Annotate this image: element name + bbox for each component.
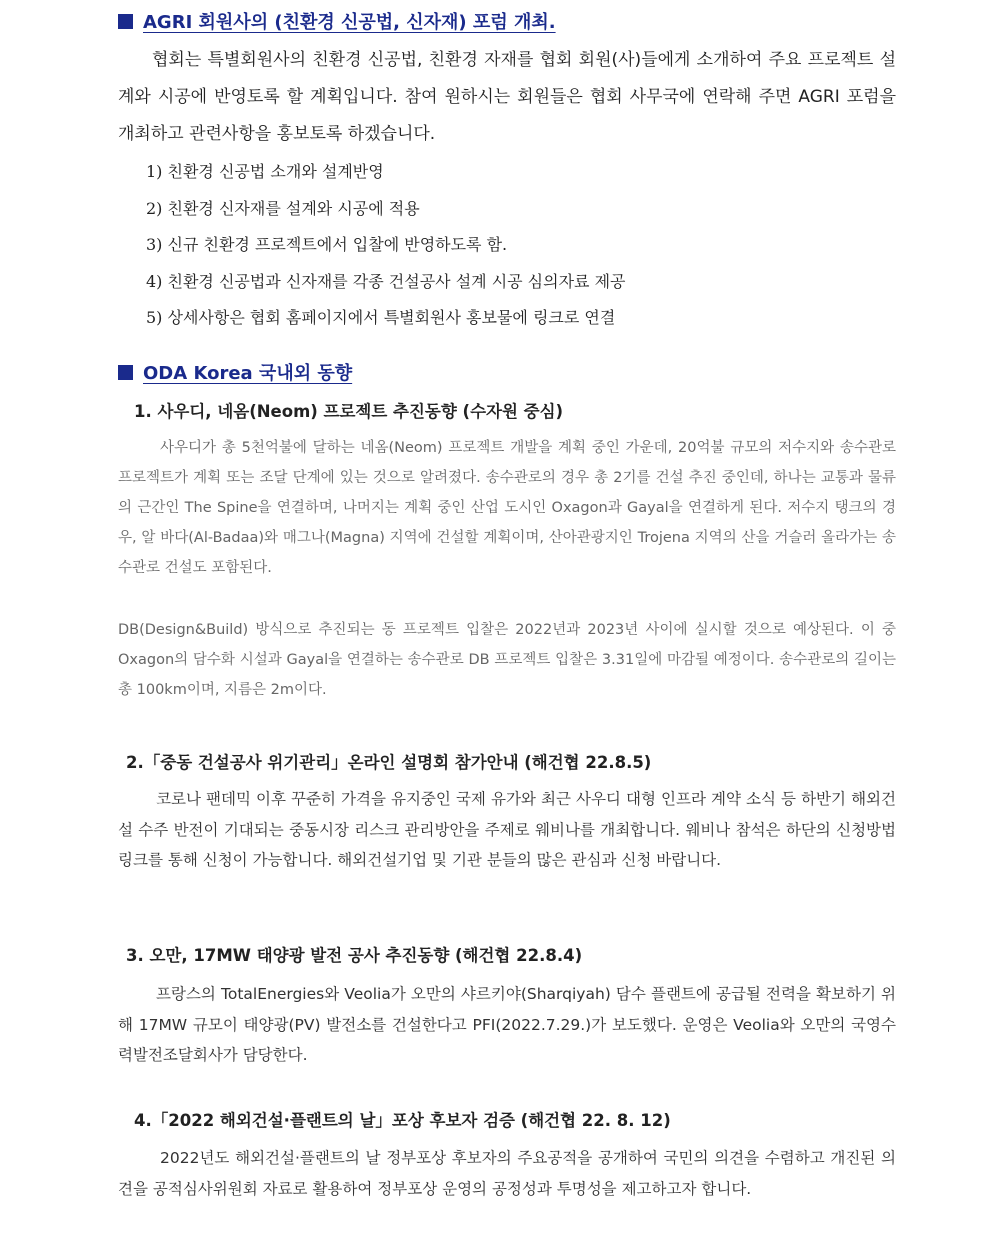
news-1-paragraph-1 [118, 433, 896, 583]
news-2-paragraph [118, 784, 896, 876]
news-2-title: 2.「중동 건설공사 위기관리」온라인 설명회 참가안내 (해건협 22.8.5) [126, 753, 652, 772]
news-2-paragraph-text: 코로나 팬데믹 이후 꾸준히 가격을 유지중인 국제 유가와 최근 사우디 대형 인프라 계약 소식 등 하반기 해외건설 수주 반전이 기대되는 중동시장 리스크 관리방안을 주제로 웨비나를 개최합니다. 웨비나 참석은 하단의 신청방법 링크를 통해 신청이 가능합니다. 해외건설기업 및 기관 분들의 많은 관심과 신청 바랍니다. [118, 790, 896, 869]
list-item: 1) 친환경 신공법 소개와 설계반영 [146, 162, 384, 181]
news-3-title: 3. 오만, 17MW 태양광 발전 공사 추진동향 (해건협 22.8.4) [126, 946, 583, 965]
news-3-paragraph [118, 979, 896, 1071]
square-bullet-icon [118, 14, 133, 29]
news-1-paragraph-1-text: 사우디가 총 5천억불에 달하는 네옴(Neom) 프로젝트 개발을 계획 중인 가운데, 20억불 규모의 저수지와 송수관로 프로젝트가 계획 또는 조달 단계에 있는 것으로 알려졌다. 송수관로의 경우 총 2기를 건설 추진 중인데, 하나는 교통과 물류의 근간인 The Spine을 연결하며, 나머지는 계획 중인 산업 도시인 Oxagon과 Gayal을 연결하게 된다. 저수지 탱크의 경우, 알 바다(Al-Badaa)와 매그나(Magna) 지역에 건설할 계획이며, 산아관광지인 Trojena 지역의 산을 거슬러 올라가는 송수관로 건설도 포함된다. [118, 440, 896, 576]
agri-intro-paragraph [118, 42, 896, 153]
news-1-title: 1. 사우디, 네옴(Neom) 프로젝트 추진동향 (수자원 중심) [134, 402, 564, 421]
list-item: 2) 친환경 신자재를 설계와 시공에 적용 [146, 198, 420, 218]
news-4-paragraph [118, 1143, 896, 1204]
news-1-paragraph-2: DB(Design&Build) 방식으로 추진되는 동 프로젝트 입찰은 2022년과 2023년 사이에 실시할 것으로 예상된다. 이 중 Oxagon의 담수화 시설과 Gayal을 연결하는 송수관로 DB 프로젝트 입찰은 3.31일에 마감될 예정이다. 송수관로의 길이는 총 100km이며, 지름은 2m이다. [118, 622, 896, 698]
list-item: 4) 친환경 신공법과 신자재를 각종 건설공사 설계 시공 심의자료 제공 [146, 271, 626, 291]
agri-intro-text: 협회는 특별회원사의 친환경 신공법, 친환경 자재를 협회 회원(사)들에게 소개하여 주요 프로젝트 설계와 시공에 반영토록 할 계획입니다. 참여 원하시는 회원들은 협회 사무국에 연락해 주면 AGRI 포럼을 개최하고 관련사항을 홍보토록 하겠습니다. [118, 50, 896, 144]
oda-section-heading [118, 359, 352, 385]
square-bullet-icon [118, 365, 133, 380]
news-4-title: 4.「2022 해외건설·플랜트의 날」포상 후보자 검증 (해건협 22. 8. 12) [134, 1111, 671, 1130]
agri-heading-text: AGRI 회원사의 (친환경 신공법, 신자재) 포럼 개최. [143, 12, 556, 33]
agri-section-heading [118, 8, 556, 34]
list-item: 5) 상세사항은 협회 홈페이지에서 특별회원사 홍보물에 링크로 연결 [146, 308, 616, 327]
oda-heading-text: ODA Korea 국내외 동향 [143, 363, 353, 384]
agri-item-list [146, 154, 626, 337]
list-item: 3) 신규 친환경 프로젝트에서 입찰에 반영하도록 함. [146, 235, 508, 254]
news-3-paragraph-text: 프랑스의 TotalEnergies와 Veolia가 오만의 샤르키야(Sharqiyah) 담수 플랜트에 공급될 전력을 확보하기 위해 17MW 규모이 태양광(PV) 발전소를 건설한다고 PFI(2022.7.29.)가 보도했다. 운영은 Veolia와 오만의 국영수력발전조달회사가 담당한다. [118, 985, 896, 1064]
news-4-paragraph-text: 2022년도 해외건설·플랜트의 날 정부포상 후보자의 주요공적을 공개하여 국민의 의견을 수렴하고 개진된 의견을 공적심사위원회 자료로 활용하여 정부포상 운영의 공정성과 투명성을 제고하고자 합니다. [118, 1149, 896, 1198]
